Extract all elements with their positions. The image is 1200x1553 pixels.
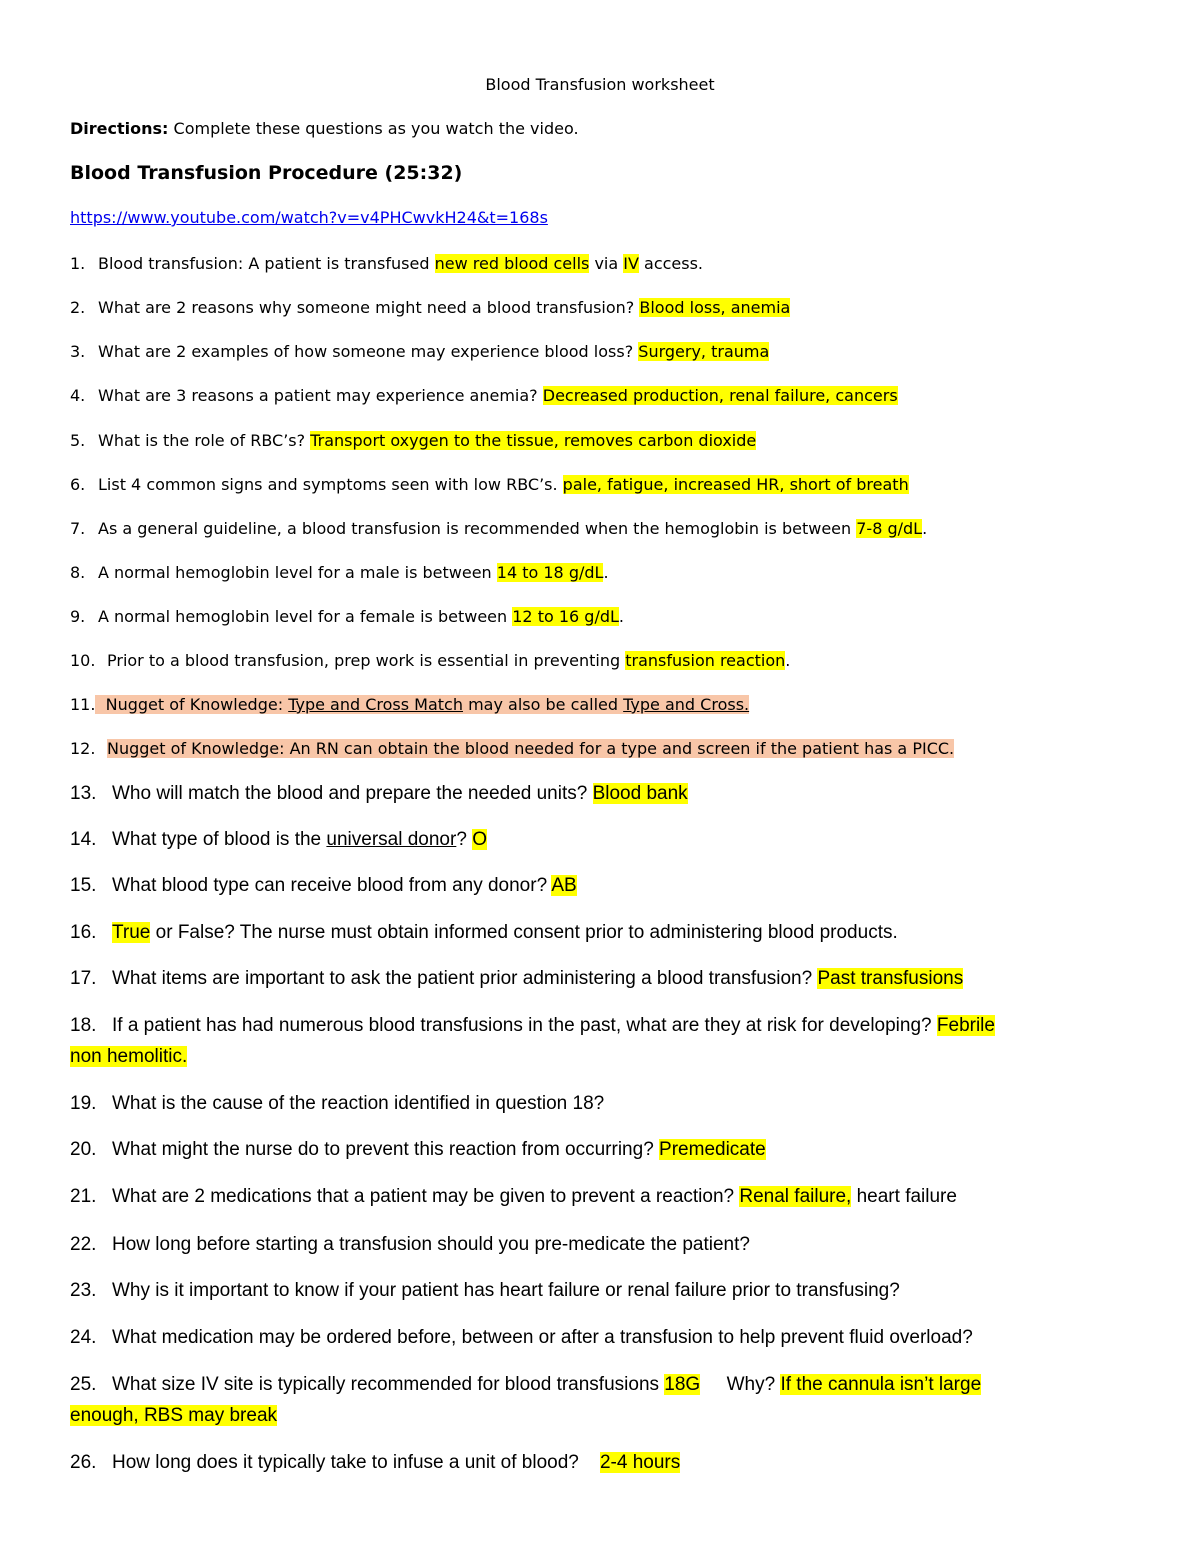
answer-highlight: Blood loss, anemia bbox=[639, 298, 791, 317]
question-text: What might the nurse do to prevent this reaction from occurring? bbox=[112, 1139, 660, 1160]
question-21 bbox=[70, 1186, 957, 1208]
question-9 bbox=[70, 607, 624, 626]
question-text: What items are important to ask the patient prior administering a blood transfusion? bbox=[112, 968, 818, 989]
question-15 bbox=[70, 875, 577, 897]
question-11 bbox=[70, 695, 749, 714]
question-text: What is the cause of the reaction identified in question 18? bbox=[112, 1093, 605, 1114]
question-text: access. bbox=[638, 254, 704, 273]
question-3 bbox=[70, 342, 769, 361]
question-number: 5. bbox=[70, 431, 86, 450]
question-text: List 4 common signs and symptoms seen with low RBC’s. bbox=[98, 475, 563, 494]
answer-highlight: Decreased production, renal failure, cancers bbox=[542, 386, 898, 405]
question-text: A normal hemoglobin level for a female is between bbox=[98, 607, 513, 626]
question-number: 3. bbox=[70, 342, 86, 361]
question-number: 4. bbox=[70, 386, 86, 405]
question-text: heart failure bbox=[851, 1186, 957, 1207]
underlined-term: universal donor bbox=[326, 829, 457, 850]
question-text: What medication may be ordered before, between or after a transfusion to help prevent fluid overload? bbox=[112, 1327, 973, 1348]
question-13 bbox=[70, 783, 688, 805]
answer-highlight: Premedicate bbox=[659, 1139, 766, 1160]
answer-highlight: transfusion reaction bbox=[625, 651, 786, 670]
question-number: 25. bbox=[70, 1374, 97, 1395]
question-4 bbox=[70, 386, 898, 405]
question-number: 11. bbox=[70, 695, 96, 714]
question-14 bbox=[70, 829, 487, 851]
nugget-text: may also be called bbox=[462, 695, 624, 714]
question-text: As a general guideline, a blood transfusion is recommended when the hemoglobin is between bbox=[98, 519, 857, 538]
question-text: Why? bbox=[700, 1374, 781, 1395]
question-number: 12. bbox=[70, 739, 96, 758]
question-10 bbox=[70, 651, 790, 670]
question-18 bbox=[70, 1015, 995, 1037]
answer-highlight: 18G bbox=[664, 1374, 701, 1395]
question-text: A normal hemoglobin level for a male is between bbox=[98, 563, 497, 582]
answer-highlight: non hemolitic. bbox=[70, 1046, 188, 1067]
question-22 bbox=[70, 1234, 750, 1256]
question-text: . bbox=[785, 651, 791, 670]
question-20 bbox=[70, 1139, 766, 1161]
question-19 bbox=[70, 1093, 604, 1115]
question-number: 22. bbox=[70, 1234, 97, 1255]
question-number: 1. bbox=[70, 254, 86, 273]
answer-highlight: IV bbox=[623, 254, 639, 273]
question-number: 19. bbox=[70, 1093, 97, 1114]
question-number: 13. bbox=[70, 783, 97, 804]
video-link[interactable]: https://www.youtube.com/watch?v=v4PHCwvkH24&t=168s bbox=[70, 208, 548, 227]
answer-highlight: Blood bank bbox=[592, 783, 688, 804]
question-text: Prior to a blood transfusion, prep work is essential in preventing bbox=[107, 651, 626, 670]
nugget-text: Nugget of Knowledge: bbox=[105, 695, 289, 714]
answer-highlight: enough, RBS may break bbox=[70, 1405, 278, 1426]
question-text: What are 2 reasons why someone might need a blood transfusion? bbox=[98, 298, 640, 317]
question-text: ? bbox=[456, 829, 473, 850]
answer-highlight: pale, fatigue, increased HR, short of breath bbox=[562, 475, 909, 494]
question-number: 21. bbox=[70, 1186, 97, 1207]
question-26 bbox=[70, 1452, 680, 1474]
question-number: 15. bbox=[70, 875, 97, 896]
question-2 bbox=[70, 298, 790, 317]
answer-highlight: Past transfusions bbox=[817, 968, 964, 989]
question-number: 20. bbox=[70, 1139, 97, 1160]
question-25-continued bbox=[70, 1405, 277, 1427]
question-number: 10. bbox=[70, 651, 96, 670]
question-number: 17. bbox=[70, 968, 97, 989]
answer-highlight: Febrile bbox=[936, 1015, 995, 1036]
question-text: . bbox=[618, 607, 624, 626]
question-text: Who will match the blood and prepare the needed units? bbox=[112, 783, 593, 804]
question-text: Blood transfusion: A patient is transfused bbox=[98, 254, 435, 273]
answer-highlight: Transport oxygen to the tissue, removes carbon dioxide bbox=[310, 431, 757, 450]
answer-highlight: Renal failure, bbox=[739, 1186, 852, 1207]
nugget-of-knowledge: Nugget of Knowledge: An RN can obtain the blood needed for a type and screen if the patient has a PICC. bbox=[107, 739, 955, 758]
question-number: 23. bbox=[70, 1280, 97, 1301]
answer-highlight: True bbox=[112, 922, 151, 943]
question-text: or False? The nurse must obtain informed consent prior to administering blood products. bbox=[150, 922, 898, 943]
answer-highlight: 7-8 g/dL bbox=[856, 519, 923, 538]
question-23 bbox=[70, 1280, 900, 1302]
directions bbox=[70, 119, 579, 138]
question-1 bbox=[70, 254, 703, 273]
nugget-underlined-term: Type and Cross Match bbox=[288, 695, 463, 714]
directions-text: Complete these questions as you watch the video. bbox=[173, 119, 579, 138]
question-number: 16. bbox=[70, 922, 97, 943]
answer-highlight: O bbox=[472, 829, 487, 850]
question-number: 8. bbox=[70, 563, 86, 582]
question-number: 18. bbox=[70, 1015, 97, 1036]
question-number: 7. bbox=[70, 519, 86, 538]
question-text: What are 3 reasons a patient may experience anemia? bbox=[98, 386, 543, 405]
question-text: . bbox=[603, 563, 609, 582]
question-text: What are 2 medications that a patient may be given to prevent a reaction? bbox=[112, 1186, 740, 1207]
answer-highlight: 2-4 hours bbox=[599, 1452, 681, 1473]
question-25 bbox=[70, 1374, 981, 1396]
question-8 bbox=[70, 563, 609, 582]
question-text: If a patient has had numerous blood transfusions in the past, what are they at risk for developing? bbox=[112, 1015, 937, 1036]
answer-highlight: 14 to 18 g/dL bbox=[496, 563, 604, 582]
nugget-underlined-term: Type and Cross. bbox=[623, 695, 750, 714]
directions-label: Directions: bbox=[70, 119, 169, 138]
question-number: 9. bbox=[70, 607, 86, 626]
question-12 bbox=[70, 739, 954, 758]
question-text: How long before starting a transfusion should you pre-medicate the patient? bbox=[112, 1234, 750, 1255]
question-text: What is the role of RBC’s? bbox=[98, 431, 311, 450]
question-number: 26. bbox=[70, 1452, 97, 1473]
page-title: Blood Transfusion worksheet bbox=[485, 75, 715, 94]
question-text: via bbox=[589, 254, 624, 273]
question-number: 24. bbox=[70, 1327, 97, 1348]
question-text: What type of blood is the bbox=[112, 829, 327, 850]
question-24 bbox=[70, 1327, 973, 1349]
question-text: Why is it important to know if your patient has heart failure or renal failure prior to transfusing? bbox=[112, 1280, 900, 1301]
answer-highlight: AB bbox=[551, 875, 577, 896]
question-text: How long does it typically take to infuse a unit of blood? bbox=[112, 1452, 600, 1473]
answer-highlight: 12 to 16 g/dL bbox=[512, 607, 619, 626]
section-heading: Blood Transfusion Procedure (25:32) bbox=[70, 162, 463, 184]
answer-highlight: Surgery, trauma bbox=[638, 342, 770, 361]
question-number: 14. bbox=[70, 829, 97, 850]
question-text: What are 2 examples of how someone may experience blood loss? bbox=[98, 342, 639, 361]
answer-highlight: new red blood cells bbox=[434, 254, 590, 273]
question-text: What size IV site is typically recommended for blood transfusions bbox=[112, 1374, 665, 1395]
nugget-of-knowledge bbox=[95, 695, 749, 714]
question-7 bbox=[70, 519, 927, 538]
answer-highlight: If the cannula isn’t large bbox=[780, 1374, 982, 1395]
question-18-continued bbox=[70, 1046, 187, 1068]
question-6 bbox=[70, 475, 909, 494]
question-text: What blood type can receive blood from any donor? bbox=[112, 875, 552, 896]
question-number: 6. bbox=[70, 475, 86, 494]
question-number: 2. bbox=[70, 298, 86, 317]
question-17 bbox=[70, 968, 963, 990]
question-text: . bbox=[922, 519, 928, 538]
question-5 bbox=[70, 431, 756, 450]
question-16 bbox=[70, 922, 898, 944]
